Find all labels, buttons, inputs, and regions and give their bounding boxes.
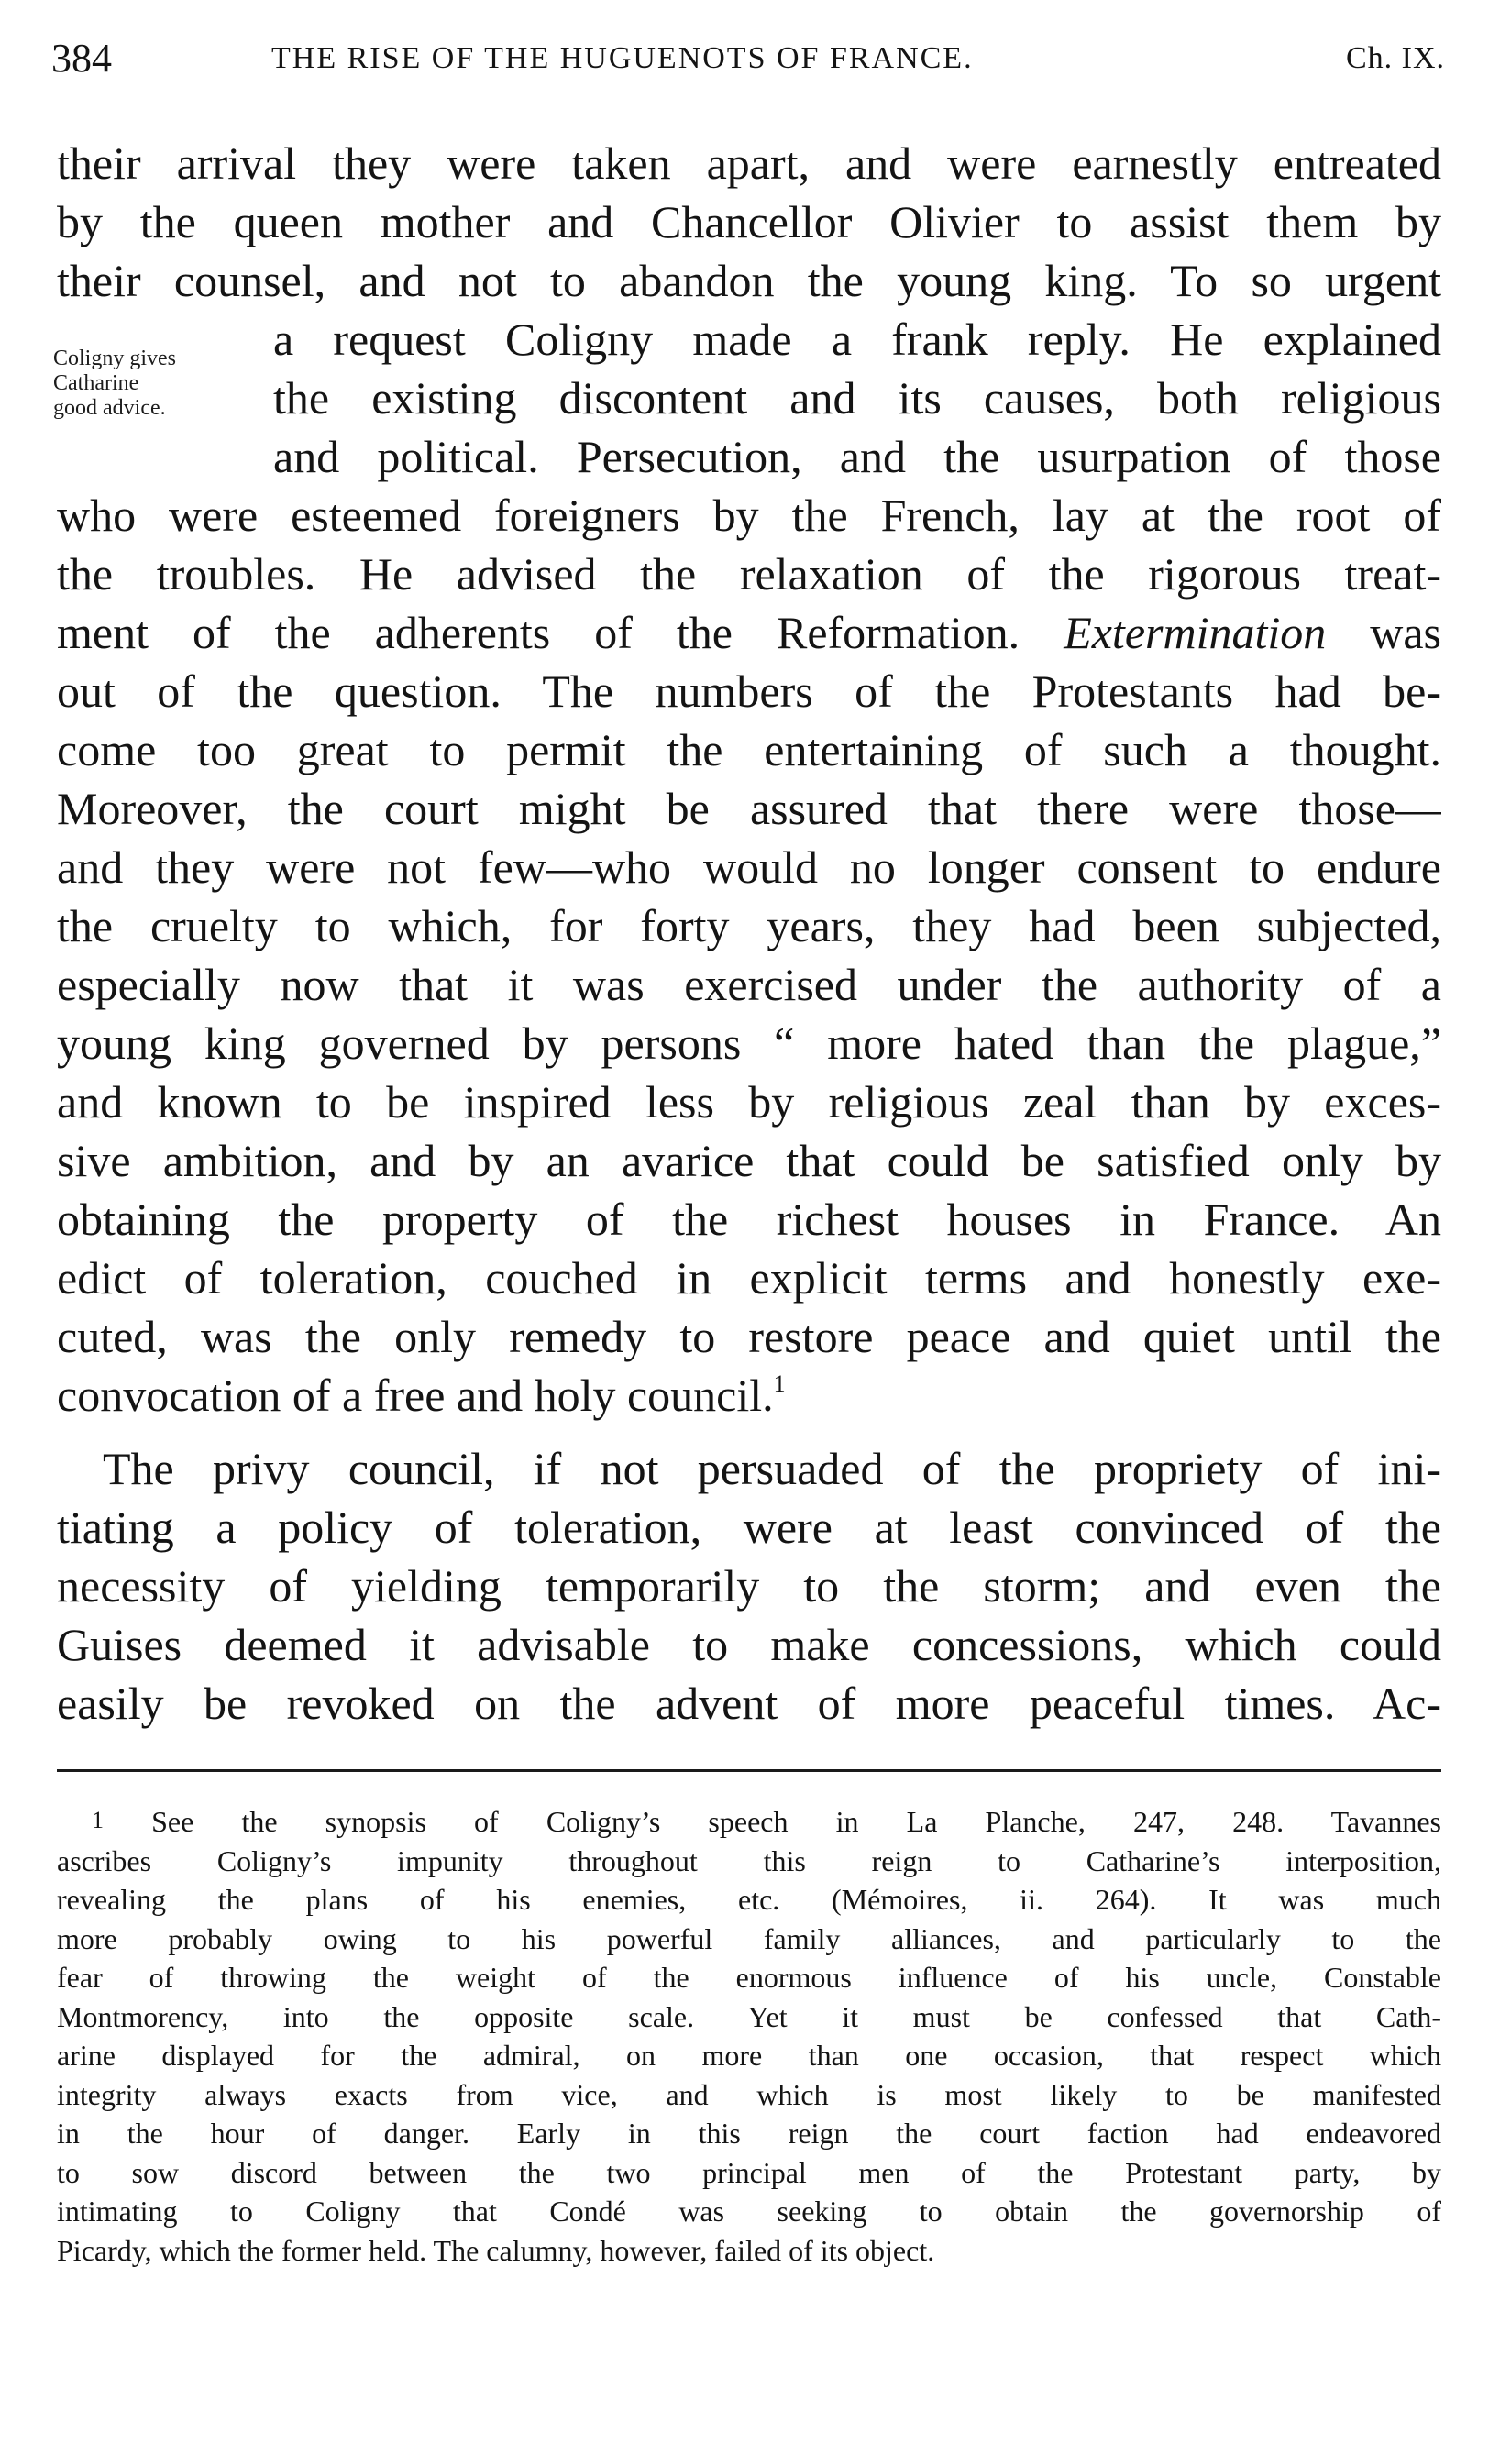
footnote bbox=[57, 1802, 1441, 2270]
text-line: sive ambition, and by an avarice that could be satisfied only by bbox=[57, 1135, 1441, 1186]
text-line bbox=[57, 603, 1441, 662]
emphasized-word: Extermination bbox=[1064, 607, 1327, 658]
text-segment: ment of the adherents of the Reformation. bbox=[57, 607, 1020, 658]
text-line: Moreover, the court might be assured that there were those— bbox=[57, 783, 1441, 834]
footnote-line: arine displayed for the admiral, on more than one occasion, that respect which bbox=[57, 2039, 1441, 2072]
text-segment: was bbox=[1370, 607, 1441, 658]
footnote-divider bbox=[57, 1769, 1441, 1772]
text-segment: convocation of a free and holy council. bbox=[57, 1370, 774, 1421]
text-line: a request Coligny made a frank reply. He explained bbox=[273, 314, 1441, 365]
text-line: and political. Persecution, and the usurpation of those bbox=[273, 431, 1441, 482]
footnote-line: Picardy, which the former held. The calumny, however, failed of its object. bbox=[57, 2233, 935, 2267]
text-line: the cruelty to which, for forty years, they had been subjected, bbox=[57, 900, 1441, 952]
text-line: and they were not few—who would no longer consent to endure bbox=[57, 842, 1441, 893]
text-line: come too great to permit the entertaining of such a thought. bbox=[57, 724, 1441, 776]
text-line: young king governed by persons “ more hated than the plague,” bbox=[57, 1018, 1441, 1069]
text-line: obtaining the property of the richest houses in France. An bbox=[57, 1194, 1441, 1245]
footnote-line: integrity always exacts from vice, and which is most likely to be manifested bbox=[57, 2077, 1441, 2111]
footnote-line: intimating to Coligny that Condé was seeking to obtain the governorship of bbox=[57, 2194, 1441, 2228]
running-header bbox=[51, 35, 1445, 82]
text-line: tiating a policy of toleration, were at least convinced of the bbox=[57, 1502, 1441, 1553]
text-line: who were esteemed foreigners by the French, lay at the root of bbox=[57, 490, 1441, 541]
text-line: out of the question. The numbers of the Protestants had be- bbox=[57, 666, 1441, 717]
footnote-line: ascribes Coligny’s impunity throughout this reign to Catharine’s interposition, bbox=[57, 1843, 1441, 1877]
paragraph-privy-council bbox=[57, 1439, 1441, 1732]
footnote-reference: 1 bbox=[773, 1370, 786, 1397]
chapter-reference: Ch. IX. bbox=[1345, 41, 1445, 75]
footnote-line: in the hour of danger. Early in this reign the court faction had endeavored bbox=[57, 2117, 1441, 2150]
marginal-note-line: good advice. bbox=[53, 396, 166, 420]
marginal-note-line: Coligny gives bbox=[53, 346, 177, 370]
footnote-marker: 1 bbox=[92, 1807, 104, 1833]
footnote-line: to sow discord between the two principal men of the Protestant party, by bbox=[57, 2155, 1441, 2189]
text-line: especially now that it was exercised under the authority of a bbox=[57, 959, 1441, 1010]
text-line: The privy council, if not persuaded of the propriety of ini- bbox=[103, 1443, 1441, 1494]
footnote-line: revealing the plans of his enemies, etc. (Mémoires, ii. 264). It was much bbox=[57, 1883, 1441, 1916]
text-line: by the queen mother and Chancellor Olivier to assist them by bbox=[57, 196, 1441, 248]
text-line: and known to be inspired less by religious zeal than by exces- bbox=[57, 1076, 1441, 1128]
text-line: the existing discontent and its causes, both religious bbox=[273, 372, 1441, 424]
paragraph-coligny-reply bbox=[57, 134, 1441, 1424]
running-title: THE RISE OF THE HUGUENOTS OF FRANCE. bbox=[271, 41, 974, 75]
text-line: necessity of yielding temporarily to the storm; and even the bbox=[57, 1560, 1441, 1612]
text-line: cuted, was the only remedy to restore peace and quiet until the bbox=[57, 1311, 1441, 1362]
footnote-line bbox=[57, 1802, 1441, 1842]
text-line: their counsel, and not to abandon the young king. To so urgent bbox=[57, 255, 1441, 306]
text-line bbox=[57, 1366, 1441, 1424]
page-number: 384 bbox=[51, 36, 112, 81]
text-line: edict of toleration, couched in explicit terms and honestly exe- bbox=[57, 1252, 1441, 1304]
text-segment: See the synopsis of Coligny’s speech in La Planche, 247, 248. Tavannes bbox=[104, 1805, 1441, 1838]
footnote-line: more probably owing to his powerful family alliances, and particularly to the bbox=[57, 1921, 1441, 1955]
text-line: the troubles. He advised the relaxation of the rigorous treat- bbox=[57, 548, 1441, 600]
text-line: their arrival they were taken apart, and were earnestly entreated bbox=[57, 138, 1441, 189]
footnote-line: fear of throwing the weight of the enormous influence of his uncle, Constable bbox=[57, 1961, 1441, 1994]
text-line: Guises deemed it advisable to make concessions, which could bbox=[57, 1619, 1441, 1670]
footnote-line: Montmorency, into the opposite scale. Yet it must be confessed that Cath- bbox=[57, 1999, 1441, 2033]
text-line: easily be revoked on the advent of more peaceful times. Ac- bbox=[57, 1678, 1441, 1729]
marginal-note-line: Catharine bbox=[53, 371, 139, 395]
